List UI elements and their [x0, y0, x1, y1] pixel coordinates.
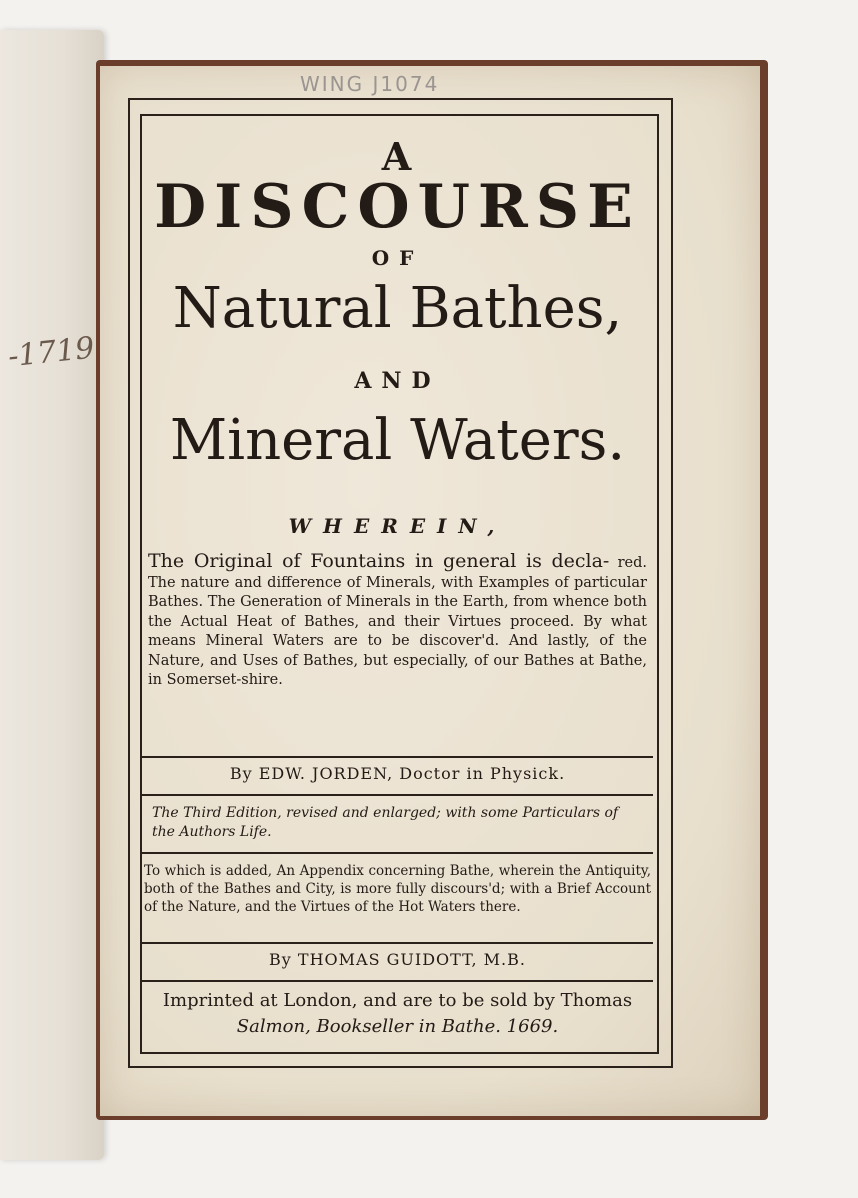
divider-rule [142, 942, 653, 944]
editor-line: By THOMAS GUIDOTT, M.B. [269, 950, 526, 969]
imprint [144, 988, 651, 1040]
imprint-line-1: Imprinted at London, and are to be sold by Thomas [162, 990, 633, 1011]
title-page-content [142, 116, 653, 1048]
divider-rule [142, 794, 653, 796]
divider-rule [142, 852, 653, 854]
title-article: A [381, 134, 414, 179]
facing-page [0, 30, 104, 1160]
pencil-inscription: WING J1074 [300, 72, 440, 96]
title-mineral-waters: Mineral Waters. [169, 408, 626, 473]
appendix-note: To which is added, An Appendix concerning Bathe, wherein the Antiquity, both of the Bathes and City, is more fully discours'd; with a Brief Account of the Nature, and the Virtues of the Hot Waters there. [144, 863, 651, 915]
imprint-line-2: Salmon, Bookseller in Bathe. 1669. [236, 1016, 559, 1037]
divider-rule [142, 980, 653, 982]
title-natural-bathes: Natural Bathes, [172, 276, 623, 341]
title-main: DISCOURSE [154, 172, 641, 242]
description-lead: The Original of Fountains in general is decla- [148, 550, 610, 572]
title-and: AND [354, 368, 441, 394]
title-of: OF [371, 246, 424, 270]
margin-handwriting: -1719 [6, 330, 97, 375]
description-paragraph [148, 552, 647, 691]
edition-note: The Third Edition, revised and enlarged; with some Particulars of the Authors Life. [152, 805, 619, 840]
description-rest: red. The nature and difference of Minerals, with Examples of particular Bathes. The Generation of Minerals in the Earth, from whence both the Actual Heat of Bathes, and their Virtues proceed. By what means Mineral Waters are to be discover'd. And lastly, of the Nature, and Uses of Bathes, but especially, of our Bathes at Bathe, in Somerset-shire. [148, 555, 647, 688]
author-line: By EDW. JORDEN, Doctor in Physick. [229, 764, 566, 783]
wherein-heading: WHEREIN, [288, 514, 507, 538]
divider-rule [142, 756, 653, 758]
